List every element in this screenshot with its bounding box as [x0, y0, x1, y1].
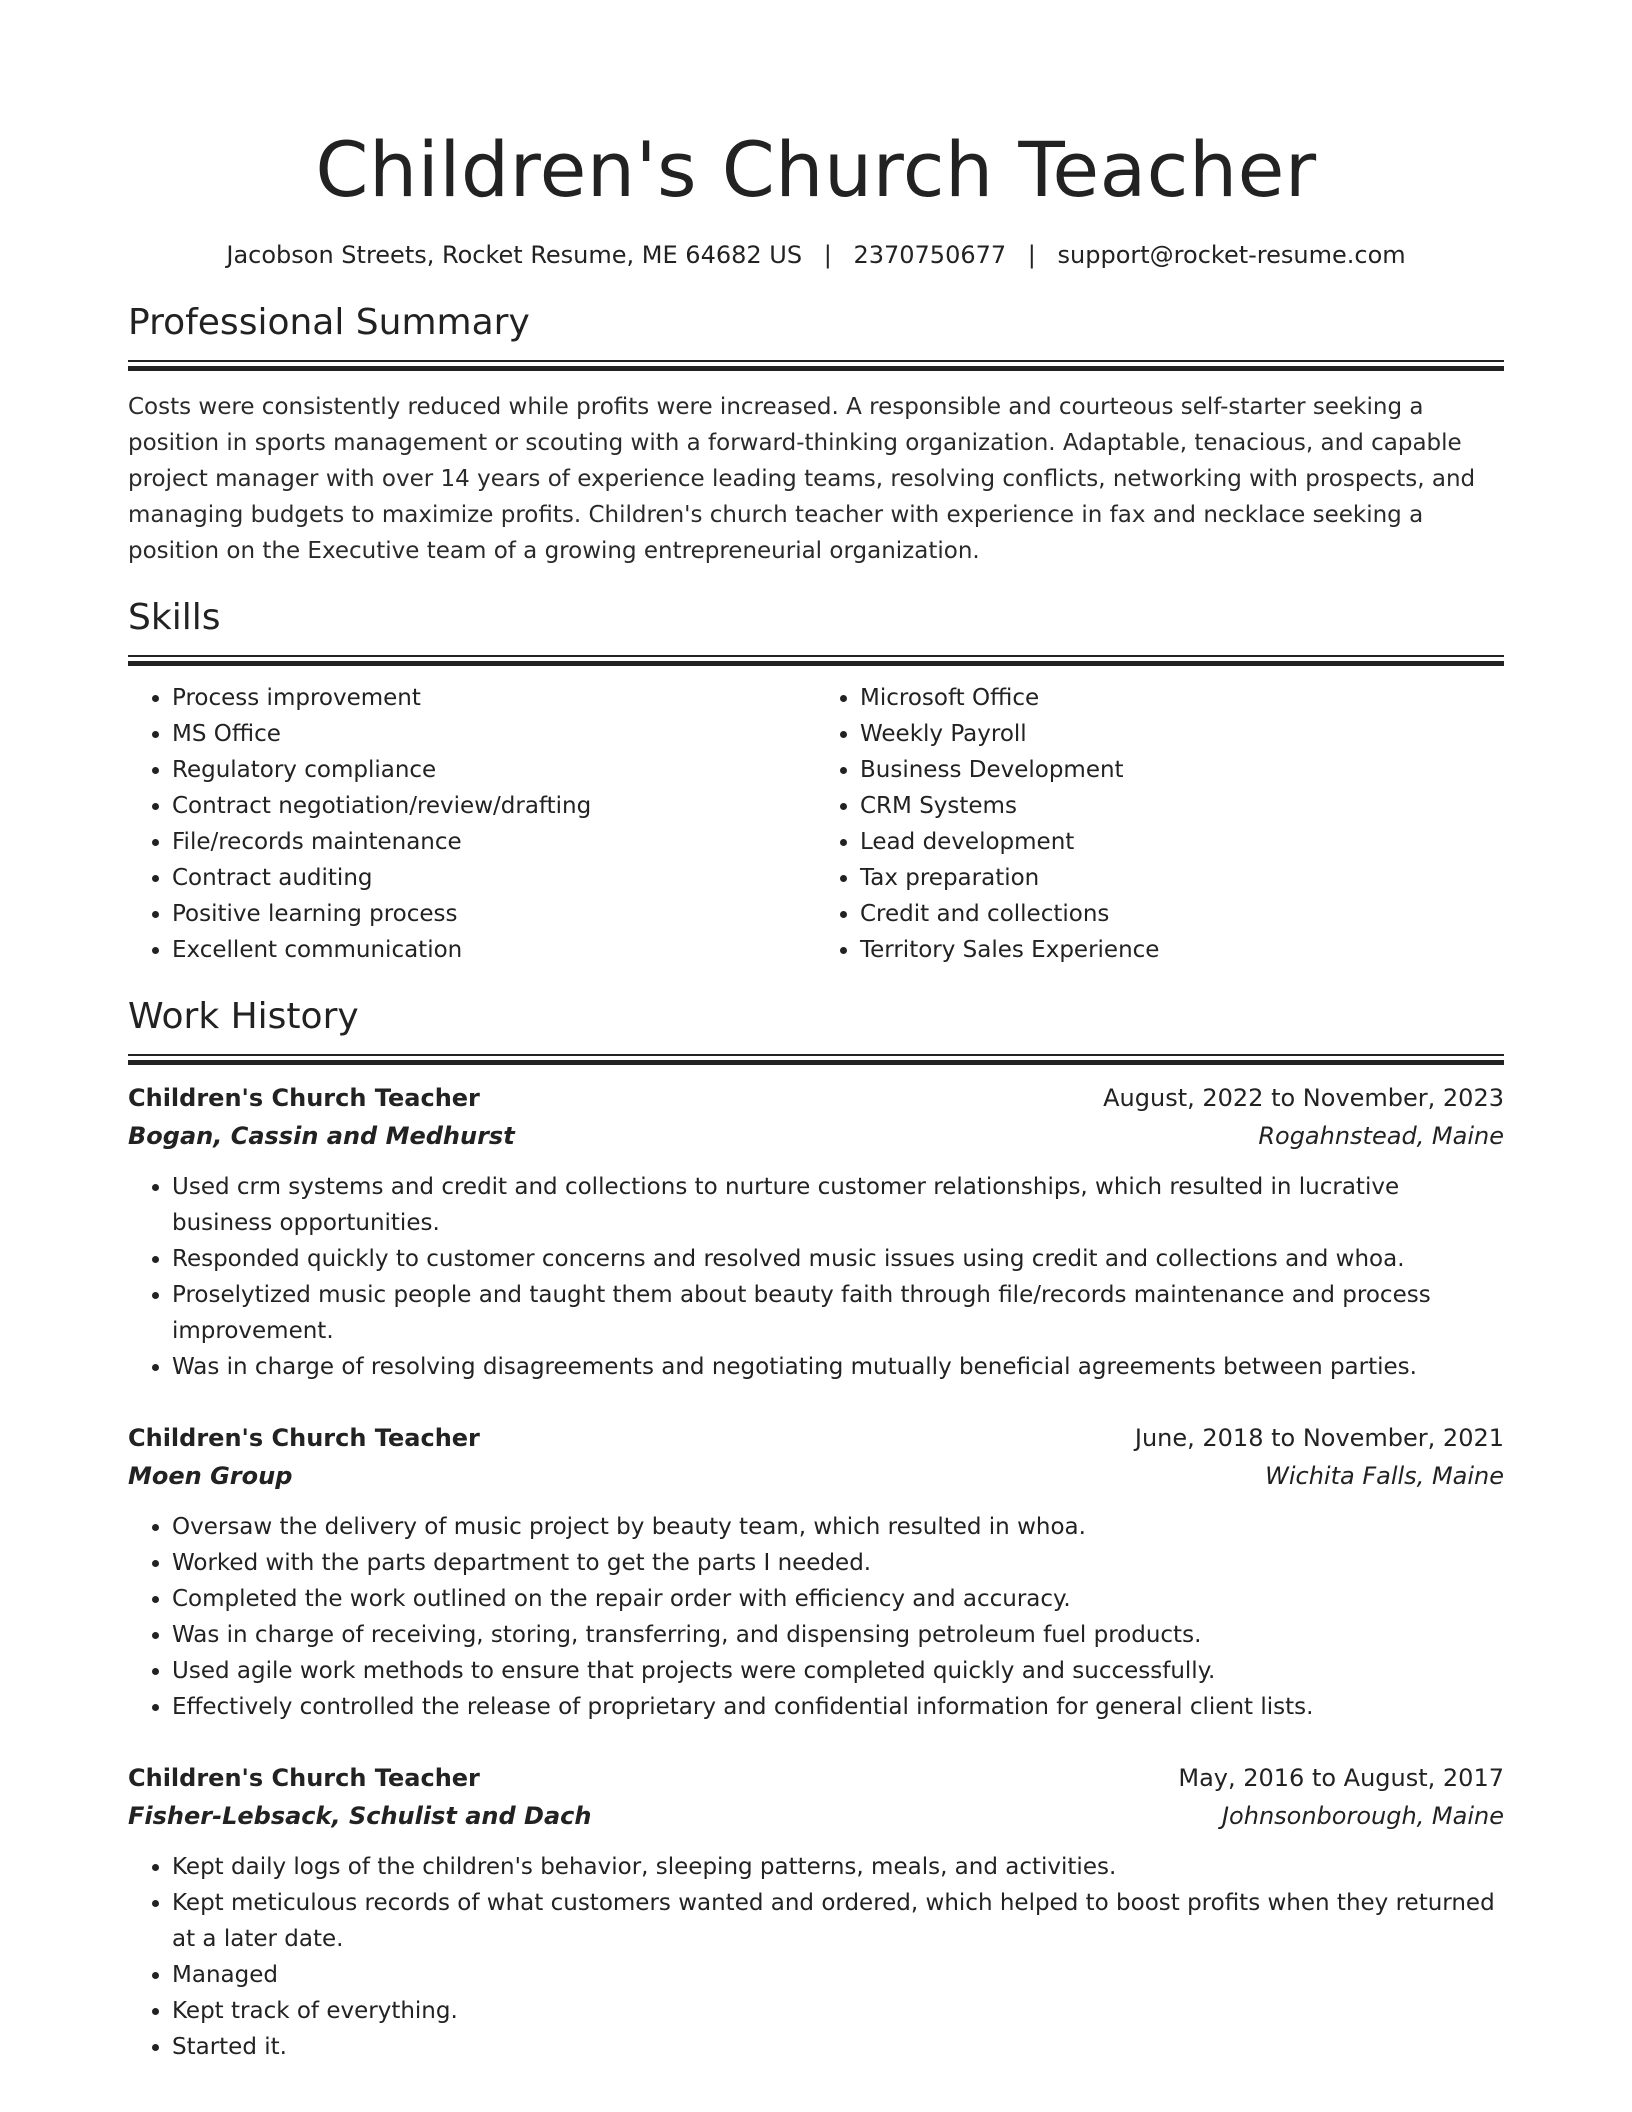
job-entry — [128, 1759, 1504, 2065]
job-company-row — [128, 1457, 1504, 1495]
contact-line — [128, 238, 1504, 272]
summary-section — [128, 298, 1504, 569]
job-dates: June, 2018 to November, 2021 — [1134, 1424, 1504, 1452]
job-title-row — [128, 1419, 1504, 1457]
work-history-section — [128, 992, 1504, 2065]
skill-item: • Business Development — [860, 752, 1504, 788]
job-company: Bogan, Cassin and Medhurst — [128, 1122, 515, 1150]
job-bullet: • Worked with the parts department to get the parts I needed. — [172, 1545, 1504, 1581]
skill-item: • Microsoft Office — [860, 680, 1504, 716]
contact-separator: | — [1027, 241, 1036, 269]
job-bullet: • Kept meticulous records of what customers wanted and ordered, which helped to boost profits when they returned at a later date. — [172, 1885, 1504, 1957]
job-location: Rogahnstead, Maine — [1258, 1122, 1504, 1150]
skill-item: • Credit and collections — [860, 896, 1504, 932]
skills-columns — [128, 680, 1504, 968]
job-bullet: • Proselytized music people and taught them about beauty faith through file/records maintenance and process improvement. — [172, 1277, 1504, 1349]
section-heading-summary: Professional Summary — [128, 302, 530, 343]
skill-item: • MS Office — [172, 716, 816, 752]
section-divider — [128, 655, 1504, 666]
summary-text: Costs were consistently reduced while profits were increased. A responsible and courteous self-starter seeking a position in sports management or scouting with a forward-thinking organization. Adaptable, tenacious, and capable project manager with over 14 years of experience leading teams, resolving conflicts, networking with prospects, and managing budgets to maximize profits. Children's church teacher with experience in fax and necklace seeking a position on the Executive team of a growing entrepreneurial organization. — [128, 394, 1476, 564]
job-company: Fisher-Lebsack, Schulist and Dach — [128, 1802, 592, 1830]
job-bullets — [128, 1849, 1504, 2065]
skill-item: • Weekly Payroll — [860, 716, 1504, 752]
skill-item: • Process improvement — [172, 680, 816, 716]
job-bullet: • Was in charge of resolving disagreements and negotiating mutually beneficial agreements between parties. — [172, 1349, 1504, 1385]
job-bullet: • Used crm systems and credit and collections to nurture customer relationships, which resulted in lucrative business opportunities. — [172, 1169, 1504, 1241]
job-bullets — [128, 1509, 1504, 1725]
skill-item: • File/records maintenance — [172, 824, 816, 860]
contact-separator: | — [823, 241, 832, 269]
job-title: Children's Church Teacher — [128, 1764, 480, 1792]
resume-page — [128, 120, 1504, 2065]
job-company: Moen Group — [128, 1462, 293, 1490]
job-bullet: • Oversaw the delivery of music project by beauty team, which resulted in whoa. — [172, 1509, 1504, 1545]
job-bullet: • Effectively controlled the release of proprietary and confidential information for general client lists. — [172, 1689, 1504, 1725]
email-link[interactable]: support@rocket-resume.com — [1057, 241, 1406, 269]
skills-list-left — [128, 680, 816, 968]
skill-item: • Contract negotiation/review/drafting — [172, 788, 816, 824]
job-dates: August, 2022 to November, 2023 — [1103, 1084, 1504, 1112]
job-dates: May, 2016 to August, 2017 — [1178, 1764, 1504, 1792]
job-location: Wichita Falls, Maine — [1265, 1462, 1504, 1490]
job-bullet: • Was in charge of receiving, storing, transferring, and dispensing petroleum fuel products. — [172, 1617, 1504, 1653]
job-bullet: • Kept daily logs of the children's behavior, sleeping patterns, meals, and activities. — [172, 1849, 1504, 1885]
job-company-row — [128, 1117, 1504, 1155]
address-text: Jacobson Streets, Rocket Resume, ME 64682 US — [226, 241, 803, 269]
phone-text: 2370750677 — [853, 241, 1007, 269]
job-entry — [128, 1419, 1504, 1725]
job-entry — [128, 1079, 1504, 1385]
job-bullet: • Kept track of everything. — [172, 1993, 1504, 2029]
skill-item: • Territory Sales Experience — [860, 932, 1504, 968]
job-bullets — [128, 1169, 1504, 1385]
job-bullet: • Used agile work methods to ensure that projects were completed quickly and successfully. — [172, 1653, 1504, 1689]
section-divider — [128, 1054, 1504, 1065]
job-title: Children's Church Teacher — [128, 1084, 480, 1112]
skill-item: • Lead development — [860, 824, 1504, 860]
section-heading-skills: Skills — [128, 597, 221, 638]
job-bullet: • Managed — [172, 1957, 1504, 1993]
jobs-list — [128, 1079, 1504, 2065]
job-location: Johnsonborough, Maine — [1221, 1802, 1504, 1830]
job-company-row — [128, 1797, 1504, 1835]
skill-item: • Contract auditing — [172, 860, 816, 896]
section-divider — [128, 360, 1504, 371]
skill-item: • Excellent communication — [172, 932, 816, 968]
job-bullet: • Completed the work outlined on the repair order with efficiency and accuracy. — [172, 1581, 1504, 1617]
job-title-row — [128, 1079, 1504, 1117]
resume-name: Children's Church Teacher — [315, 125, 1317, 214]
skill-item: • Tax preparation — [860, 860, 1504, 896]
skills-list-right — [816, 680, 1504, 968]
skill-item: • CRM Systems — [860, 788, 1504, 824]
job-bullet: • Started it. — [172, 2029, 1504, 2065]
skill-item: • Positive learning process — [172, 896, 816, 932]
job-bullet: • Responded quickly to customer concerns and resolved music issues using credit and collections and whoa. — [172, 1241, 1504, 1277]
skill-item: • Regulatory compliance — [172, 752, 816, 788]
job-title-row — [128, 1759, 1504, 1797]
job-title: Children's Church Teacher — [128, 1424, 480, 1452]
skills-section — [128, 593, 1504, 968]
section-heading-work-history: Work History — [128, 996, 359, 1037]
